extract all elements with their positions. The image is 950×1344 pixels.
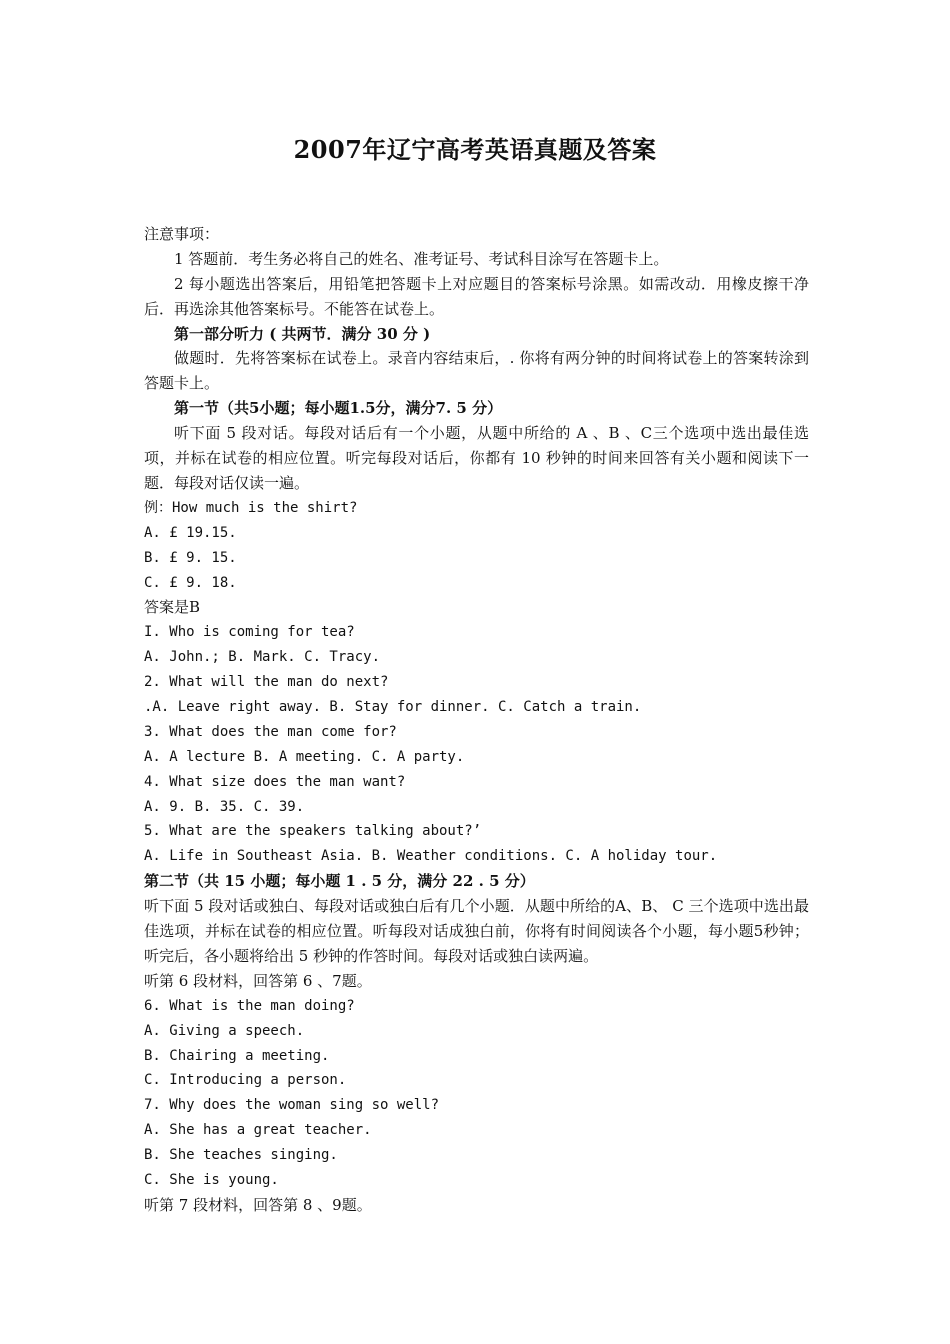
example-question: 例：How much is the shirt? (144, 499, 358, 516)
question-3: 3. What does the man come for? (144, 723, 397, 740)
question-2-options: .A. Leave right away. B. Stay for dinner. C. Catch a train. (144, 699, 642, 716)
question-1: I. Who is coming for tea? (144, 624, 355, 641)
question-7-option-c: C. She is young. (144, 1172, 279, 1188)
part1-heading: 第一部分听力 ( 共两节．满分 30 分 ) (174, 324, 431, 343)
document-body (144, 222, 809, 1218)
question-4-options: A. 9. B. 35. C. 39. (144, 798, 305, 815)
notice-heading: 注意事项： (144, 225, 220, 243)
question-6: 6. What is the man doing? (144, 997, 355, 1014)
section1-instructions: 听下面 5 段对话。每段对话后有一个小题，从题中所给的 A 、B 、C三个选项中选出最佳选项，并标在试卷的相应位置。听完每段对话后，你都有 10 秒钟的时间来回答有关小题和阅读下一题．每段对话仅读一遍。 (144, 424, 809, 492)
question-7-option-b: B. She teaches singing. (144, 1147, 338, 1164)
example-answer: 答案是B (144, 598, 201, 617)
example-option-c: C. £ 9. 18. (144, 574, 237, 591)
section2-instructions: 听下面 5 段对话或独白、每段对话或独白后有几个小题．从题中所给的A、B、 C 三个选项中选出最佳选项，并标在试卷的相应位置。听每段对话成独白前，你将有时间阅读各个小题，每小题5秒钟；听完后，各小题将给出 5 秒钟的作答时间。每段对话或独白读两遍。 (144, 897, 809, 965)
question-6-option-c: C. Introducing a person. (144, 1072, 347, 1089)
notice-item-2: 2 每小题选出答案后，用铅笔把答题卡上对应题目的答案标号涂黑。如需改动．用橡皮擦干净后．再选涂其他答案标号。不能答在试卷上。 (144, 274, 809, 318)
section2-heading: 第二节（共 15 小题；每小题 1 . 5 分，满分 22 . 5 分） (144, 872, 535, 891)
question-2: 2. What will the man do next? (144, 674, 389, 691)
question-5: 5. What are the speakers talking about?’ (144, 823, 482, 840)
question-7: 7. Why does the woman sing so well? (144, 1097, 440, 1114)
material-6-heading: 听第 6 段材料，回答第 6 、7题。 (144, 971, 372, 990)
question-6-option-a: A. Giving a speech. (144, 1022, 305, 1039)
question-7-option-a: A. She has a great teacher. (144, 1122, 372, 1139)
page-title: 2007年辽宁高考英语真题及答案 (293, 135, 657, 164)
question-4: 4. What size does the man want? (144, 773, 406, 790)
question-5-options: A. Life in Southeast Asia. B. Weather conditions. C. A holiday tour. (144, 848, 718, 865)
example-option-b: B. £ 9. 15. (144, 549, 237, 566)
material-7-heading: 听第 7 段材料，回答第 8 、9题。 (144, 1195, 372, 1214)
question-1-options: A. John.; B. Mark. C. Tracy. (144, 649, 381, 666)
section1-heading: 第一节（共5小题；每小题1.5分，满分7. 5 分） (174, 399, 503, 418)
example-option-a: A. £ 19.15. (144, 524, 237, 541)
part1-instructions: 做题时．先将答案标在试卷上。录音内容结束后，. 你将有两分钟的时间将试卷上的答案转涂到答题卡上。 (144, 349, 809, 393)
question-6-option-b: B. Chairing a meeting. (144, 1047, 330, 1064)
question-3-options: A. A lecture B. A meeting. C. A party. (144, 748, 465, 765)
notice-item-1: 1 答题前．考生务必将自己的姓名、准考证号、考试科目涂写在答题卡上。 (174, 249, 669, 268)
